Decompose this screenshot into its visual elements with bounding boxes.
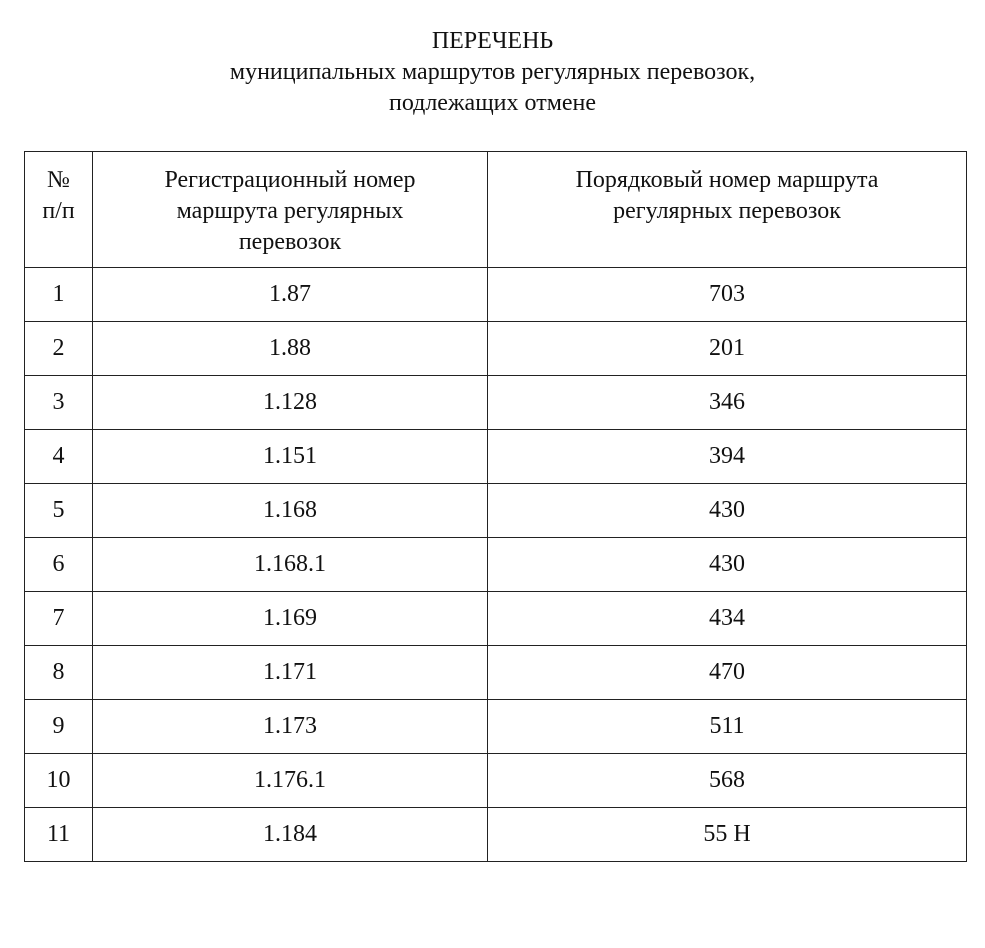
cell-num: 10 xyxy=(25,754,93,808)
table-row xyxy=(25,646,967,700)
header-reg-line: маршрута регулярных xyxy=(176,198,404,224)
cell-registration-number: 1.128 xyxy=(93,376,488,430)
table-row xyxy=(25,538,967,592)
cell-order-number: 394 xyxy=(488,430,967,484)
header-registration-number xyxy=(93,152,488,268)
cell-order-number: 201 xyxy=(488,322,967,376)
cell-num: 11 xyxy=(25,808,93,862)
cell-num: 6 xyxy=(25,538,93,592)
cell-num: 2 xyxy=(25,322,93,376)
cell-registration-number: 1.168.1 xyxy=(93,538,488,592)
title-line-3: подлежащих отмене xyxy=(388,90,597,116)
cell-num: 1 xyxy=(25,268,93,322)
cell-order-number: 470 xyxy=(488,646,967,700)
cell-num: 3 xyxy=(25,376,93,430)
cell-order-number: 511 xyxy=(488,700,967,754)
header-num xyxy=(25,152,93,268)
table-row xyxy=(25,322,967,376)
document-title xyxy=(0,26,985,119)
cell-registration-number: 1.88 xyxy=(93,322,488,376)
title-line-2: муниципальных маршрутов регулярных перевозок, xyxy=(229,59,756,85)
cell-registration-number: 1.151 xyxy=(93,430,488,484)
cell-num: 8 xyxy=(25,646,93,700)
cell-num: 5 xyxy=(25,484,93,538)
header-num-line: п/п xyxy=(42,198,75,224)
cell-registration-number: 1.171 xyxy=(93,646,488,700)
cell-registration-number: 1.173 xyxy=(93,700,488,754)
table-row xyxy=(25,484,967,538)
cell-registration-number: 1.184 xyxy=(93,808,488,862)
table-row xyxy=(25,430,967,484)
table-row xyxy=(25,808,967,862)
cell-order-number: 568 xyxy=(488,754,967,808)
cell-num: 7 xyxy=(25,592,93,646)
header-order-line: регулярных перевозок xyxy=(613,198,841,224)
routes-table xyxy=(24,151,967,862)
table-header-row xyxy=(25,152,967,268)
cell-order-number: 434 xyxy=(488,592,967,646)
cell-order-number: 703 xyxy=(488,268,967,322)
cell-order-number: 346 xyxy=(488,376,967,430)
header-num-line: № xyxy=(47,167,70,193)
cell-registration-number: 1.87 xyxy=(93,268,488,322)
table-row xyxy=(25,376,967,430)
header-order-line: Порядковый номер маршрута xyxy=(575,167,879,193)
header-reg-line: Регистрационный номер xyxy=(164,167,416,193)
table-row xyxy=(25,754,967,808)
cell-order-number: 430 xyxy=(488,538,967,592)
table-row xyxy=(25,592,967,646)
header-reg-line: перевозок xyxy=(238,229,342,255)
cell-registration-number: 1.176.1 xyxy=(93,754,488,808)
cell-order-number: 430 xyxy=(488,484,967,538)
header-order-number xyxy=(488,152,967,268)
cell-order-number: 55 Н xyxy=(488,808,967,862)
table-row xyxy=(25,268,967,322)
cell-num: 9 xyxy=(25,700,93,754)
cell-registration-number: 1.169 xyxy=(93,592,488,646)
table-row xyxy=(25,700,967,754)
title-line-1: ПЕРЕЧЕНЬ xyxy=(431,28,554,54)
cell-registration-number: 1.168 xyxy=(93,484,488,538)
cell-num: 4 xyxy=(25,430,93,484)
